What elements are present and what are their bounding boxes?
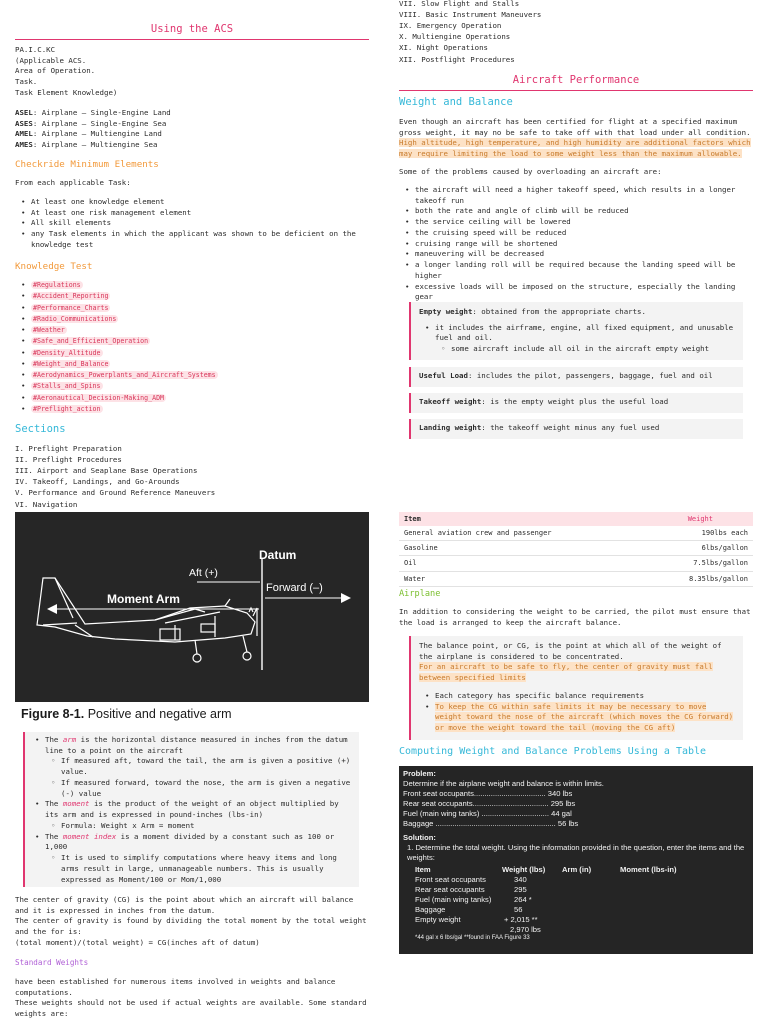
- highlighted-text: For an aircraft to be safe to fly, the center of gravity must fall between specified limits: [419, 662, 713, 683]
- list-item: [435, 702, 735, 734]
- pacikc-line: PA.I.C.KC: [15, 45, 56, 54]
- table-row: [415, 875, 687, 885]
- section-item: II. Preflight Procedures: [15, 455, 122, 465]
- pacikc-line: (Applicable ACS.: [15, 55, 87, 65]
- standard-weights-table: [399, 512, 753, 587]
- datum-label: Datum: [259, 548, 297, 562]
- section-item: IX. Emergency Operation: [399, 21, 502, 31]
- given-line: Front seat occupants.................................. 340 lbs: [403, 789, 573, 799]
- airplane-paragraph: In addition to considering the weight to be carried, the pilot must ensure that the load is arranged to keep the aircraft balance.: [399, 607, 751, 627]
- abbreviation-item: ASEL: Airplane – Single-Engine Land: [15, 108, 171, 117]
- moment-sublist: [45, 821, 353, 832]
- standard-weights-heading: Standard Weights: [15, 958, 89, 967]
- takeoff-weight-label: Takeoff weight: [419, 397, 482, 406]
- sections-heading: Sections: [15, 423, 66, 435]
- table-row: [399, 541, 753, 556]
- list-item: [31, 324, 360, 335]
- table-header: Item: [399, 512, 644, 526]
- table-cell: General aviation crew and passenger: [399, 526, 644, 541]
- tag-link[interactable]: #Weight_and_Balance: [33, 359, 109, 368]
- computing-heading: Computing Weight and Balance Problems Using a Table: [399, 746, 707, 757]
- table-cell: Empty weight: [415, 915, 461, 925]
- list-item: [31, 358, 360, 369]
- table-header: Item: [415, 865, 431, 875]
- list-item: • At least one risk management element: [31, 208, 360, 219]
- problem-text: Determine if the airplane weight and balance is within limits.: [403, 779, 604, 789]
- tag-link[interactable]: #Regulations: [33, 281, 81, 289]
- table-cell: Gasoline: [399, 541, 644, 556]
- airplane-arm-diagram: [15, 512, 369, 723]
- moment-index-term: moment index: [62, 831, 117, 841]
- arm-sublist: [45, 756, 353, 799]
- pacikc-line: Task.: [15, 77, 38, 87]
- index-sublist: [45, 853, 353, 885]
- arm-moment-callout: [23, 732, 359, 887]
- tag-link[interactable]: #Accident_Reporting: [33, 292, 109, 301]
- checkride-heading: Checkride Minimum Elements: [15, 159, 159, 170]
- table-row: [399, 556, 753, 571]
- table-cell: 7.5lbs/gallon: [644, 556, 753, 571]
- highlighted-text: High altitude, high temperature, and high humidity are additional factors which may require limiting the load to some weight less than the maximum allowable.: [399, 138, 751, 159]
- abbreviation-item: ASES: Airplane – Single-Engine Sea: [15, 118, 167, 128]
- section-item: III. Airport and Seaplane Base Operations: [15, 466, 198, 476]
- cg-paragraph: [15, 895, 369, 949]
- tag-link[interactable]: #Safe_and_Efficient_Operation: [33, 337, 149, 346]
- highlighted-text: To keep the CG within safe limits it may be necessary to move weight toward the nose of the aircraft (which moves the CG forward) or move the weight toward the tail (moving the CG aft): [435, 701, 734, 733]
- table-cell: 56: [514, 905, 523, 915]
- empty-weight-sublist: [435, 344, 735, 355]
- figure-caption: [21, 707, 232, 721]
- table-cell: + 2,015 **: [504, 915, 538, 925]
- list-item: • a longer landing roll will be required because the landing speed will be higher: [415, 260, 753, 281]
- weight-balance-heading: Weight and Balance: [399, 96, 513, 108]
- balance-highlight-line: [419, 662, 735, 683]
- section-item: XII. Postflight Procedures: [399, 54, 515, 64]
- list-item: [31, 392, 360, 403]
- table-row: [415, 905, 687, 915]
- tag-link[interactable]: #Stalls_and_Spins: [33, 382, 101, 391]
- section-item: VI. Navigation: [15, 499, 78, 509]
- table-cell: 8.35lbs/gallon: [644, 571, 753, 586]
- knowledge-tag-list: [15, 279, 360, 414]
- useful-load-callout: Useful Load: includes the pilot, passengers, baggage, fuel and oil: [409, 367, 743, 387]
- balance-callout: [409, 636, 743, 740]
- table-header: Arm (in): [562, 865, 592, 875]
- table-cell: Rear seat occupants: [415, 885, 485, 895]
- abbreviation-item: AMEL: Airplane – Multiengine Land: [15, 129, 162, 139]
- figure-8-1: [15, 512, 369, 723]
- list-item: • cruising range will be shortened: [415, 239, 753, 250]
- list-item: ◦ If measured forward, toward the nose, the arm is given a negative (-) value: [61, 778, 353, 799]
- list-item: • the aircraft will need a higher takeoff speed, which results in a longer takeoff run: [415, 185, 753, 206]
- empty-weight-line: Empty weight: obtained from the appropriate charts.: [419, 307, 646, 316]
- table-header-row: [415, 865, 687, 875]
- empty-weight-label: Empty weight: [419, 307, 473, 316]
- tag-link[interactable]: #Preflight_action: [33, 404, 101, 413]
- table-row: [415, 895, 687, 905]
- table-cell: Front seat occupants: [415, 875, 486, 885]
- list-item: • it includes the airframe, engine, all fixed equipment, and unusable fuel and oil. ◦ some aircraft include all oil in the aircraft empty weight: [435, 323, 735, 355]
- section-item: IV. Takeoff, Landings, and Go-Arounds: [15, 477, 180, 487]
- tag-link[interactable]: #Density_Altitude: [33, 348, 101, 357]
- section-item: I. Preflight Preparation: [15, 444, 122, 453]
- aircraft-performance-title: Aircraft Performance: [399, 73, 753, 91]
- cg-text: The center of gravity (CG) is the point about which an aircraft will balance and it is expressed in inches from the datum. The center of gravity is found by dividing the total moment by the total weight and the for is: (total moment)/(total weight) = CG(inches aft of datum): [15, 895, 367, 947]
- table-row: [399, 526, 753, 541]
- table-cell: 264 *: [514, 895, 532, 905]
- table-cell: 2,970 lbs: [510, 925, 541, 935]
- moment-arm-label: Moment Arm: [107, 592, 180, 606]
- section-item: VIII. Basic Instrument Maneuvers: [399, 10, 542, 20]
- section-item: V. Performance and Ground Reference Maneuvers: [15, 488, 216, 498]
- tag-link[interactable]: #Performance_Charts: [33, 303, 109, 312]
- arm-list: [31, 735, 353, 885]
- abbreviation-item: AMES: Airplane – Multiengine Sea: [15, 140, 158, 150]
- tag-link[interactable]: #Aeronautical_Decision-Making_ADM: [33, 393, 165, 402]
- table-header: Weight (lbs): [502, 865, 546, 875]
- list-item: ◦ It is used to simplify computations where heavy items and long arms result in large, unmanageable numbers. This is usually expressed as Moment/100 or Mom/1,000: [61, 853, 353, 885]
- problem-solution-image: [399, 766, 753, 954]
- given-line: Baggage ......................................................... 56 lbs: [403, 819, 579, 829]
- table-row: [415, 885, 687, 895]
- list-item: [31, 347, 360, 358]
- table-row: [399, 571, 753, 586]
- list-item: • excessive loads will be imposed on the structure, especially the landing gear: [415, 282, 753, 303]
- problem-label: Problem:: [403, 769, 436, 778]
- table-cell: Oil: [399, 556, 644, 571]
- table-cell: Baggage: [415, 905, 446, 915]
- list-item: [31, 380, 360, 391]
- solution-step: 1. Determine the total weight. Using the information provided in the question, enter the items and the weights:: [407, 843, 745, 863]
- list-item: • any Task elements in which the applicant was shown to be deficient on the knowledge test: [31, 229, 360, 250]
- using-acs-title: Using the ACS: [15, 22, 369, 40]
- checkride-intro: From each applicable Task:: [15, 178, 131, 187]
- airplane-heading: Airplane: [399, 589, 441, 599]
- table-cell: Water: [399, 571, 644, 586]
- list-item: • All skill elements: [31, 218, 360, 229]
- table-header: Moment (lbs-in): [620, 865, 677, 875]
- list-item: • The arm is the horizontal distance measured in inches from the datum line to a point on the aircraft ◦ If measured aft, toward the tail, the arm is given a positive (+) value. ◦ If measured forward, toward the nose, the arm is given a negative (-) value: [45, 735, 353, 799]
- list-item: ◦ some aircraft include all oil in the aircraft empty weight: [451, 344, 735, 355]
- list-item: • The moment is the product of the weight of an object multiplied by its arm and is expressed in pound-inches (lbs-in) ◦ Formula: Weight x Arm = moment: [45, 799, 353, 831]
- pacikc-line: Area of Operation.: [15, 66, 96, 76]
- moment-term: moment: [62, 799, 90, 809]
- table-cell: 6lbs/gallon: [644, 541, 753, 556]
- list-item: • The moment index is a moment divided by a constant such as 100 or 1,000 ◦ It is used to simplify computations where heavy items and long arms result in large, unmanageable numbers. This is usually expressed as Moment/100 or Mom/1,000: [45, 832, 353, 886]
- problems-intro: Some of the problems caused by overloading an aircraft are:: [399, 167, 662, 176]
- tag-link[interactable]: #Aerodynamics_Powerplants_and_Aircraft_Systems: [33, 371, 216, 379]
- table-row: [415, 925, 687, 935]
- list-item: [31, 302, 360, 313]
- useful-load-label: Useful Load: [419, 371, 468, 380]
- list-item: • Each category has specific balance requirements: [435, 691, 735, 702]
- landing-weight-callout: Landing weight: the takeoff weight minus any fuel used: [409, 419, 743, 439]
- arm-term: arm: [62, 735, 77, 744]
- list-item: ◦ If measured aft, toward the tail, the arm is given a positive (+) value.: [61, 756, 353, 777]
- sections-continued: [399, 0, 753, 65]
- landing-weight-label: Landing weight: [419, 423, 482, 432]
- standard-weights-text: have been established for numerous items involved in weights and balance computations. These weights should not be used if actual weights are available. Some standard weights are:: [15, 977, 367, 1019]
- pacikc-line: Task Element Knowledge): [15, 87, 118, 97]
- tag-link[interactable]: #Weather: [33, 326, 65, 334]
- solution-table: [415, 865, 687, 935]
- list-item: [31, 369, 360, 380]
- empty-weight-callout: [409, 302, 743, 360]
- section-item: XI. Night Operations: [399, 43, 488, 53]
- table-cell: 190lbs each: [644, 526, 753, 541]
- table-cell: 295: [514, 885, 527, 895]
- table-header: Weight: [644, 512, 753, 526]
- tag-link[interactable]: #Radio_Communications: [33, 314, 117, 323]
- balance-list: [419, 691, 735, 734]
- figure-caption-rest: Positive and negative arm: [84, 707, 232, 721]
- list-item: • both the rate and angle of climb will be reduced: [415, 206, 753, 217]
- takeoff-weight-callout: Takeoff weight: is the empty weight plus the useful load: [409, 393, 743, 413]
- footnote: *44 gal x 6 lbs/gal **found in FAA Figure 33: [415, 935, 530, 942]
- forward-label: Forward (–): [266, 582, 323, 594]
- balance-text: The balance point, or CG, is the point at which all of the weight of the airplane is considered to be concentrated.: [419, 641, 722, 661]
- list-item: • the service ceiling will be lowered: [415, 217, 753, 228]
- table-row: [415, 915, 687, 925]
- list-item: [31, 290, 360, 301]
- table-cell: Fuel (main wing tanks): [415, 895, 492, 905]
- list-item: ◦ Formula: Weight x Arm = moment: [61, 821, 353, 832]
- list-item: [31, 313, 360, 324]
- sections-list: [15, 443, 369, 510]
- section-item: VII. Slow Flight and Stalls: [399, 0, 520, 8]
- table-cell: [415, 925, 502, 935]
- list-item: [31, 335, 360, 346]
- figure-caption-bold: Figure 8-1.: [21, 707, 85, 721]
- table-cell: 340: [514, 875, 527, 885]
- aft-label: Aft (+): [189, 567, 218, 579]
- section-item: X. Multiengine Operations: [399, 32, 511, 42]
- abbreviation-list: [15, 108, 369, 151]
- pacikc-block: [15, 45, 369, 99]
- list-item: [31, 279, 360, 290]
- given-line: Fuel (main wing tanks) ................................ 44 gal: [403, 809, 572, 819]
- standard-weights-paragraph: [15, 977, 369, 1020]
- given-line: Rear seat occupants.................................... 295 lbs: [403, 799, 576, 809]
- list-item: • At least one knowledge element: [31, 197, 360, 208]
- empty-weight-list: [419, 323, 735, 355]
- table-header-row: [399, 512, 753, 526]
- list-item: • the cruising speed will be reduced: [415, 228, 753, 239]
- overload-problems-list: [399, 185, 753, 303]
- knowledge-test-heading: Knowledge Test: [15, 261, 93, 272]
- list-item: • maneuvering will be decreased: [415, 249, 753, 260]
- weight-balance-intro: Even though an aircraft has been certified for flight at a specified maximum gross weight, it may no be safe to take off with that load under all condition. High altitude, high temperature, and high humidity are additional factors which may require limiting the load to some weight less than the maximum allowable.: [399, 117, 751, 159]
- list-item: [31, 403, 360, 414]
- checkride-list: [15, 197, 360, 251]
- solution-label: Solution:: [403, 833, 436, 843]
